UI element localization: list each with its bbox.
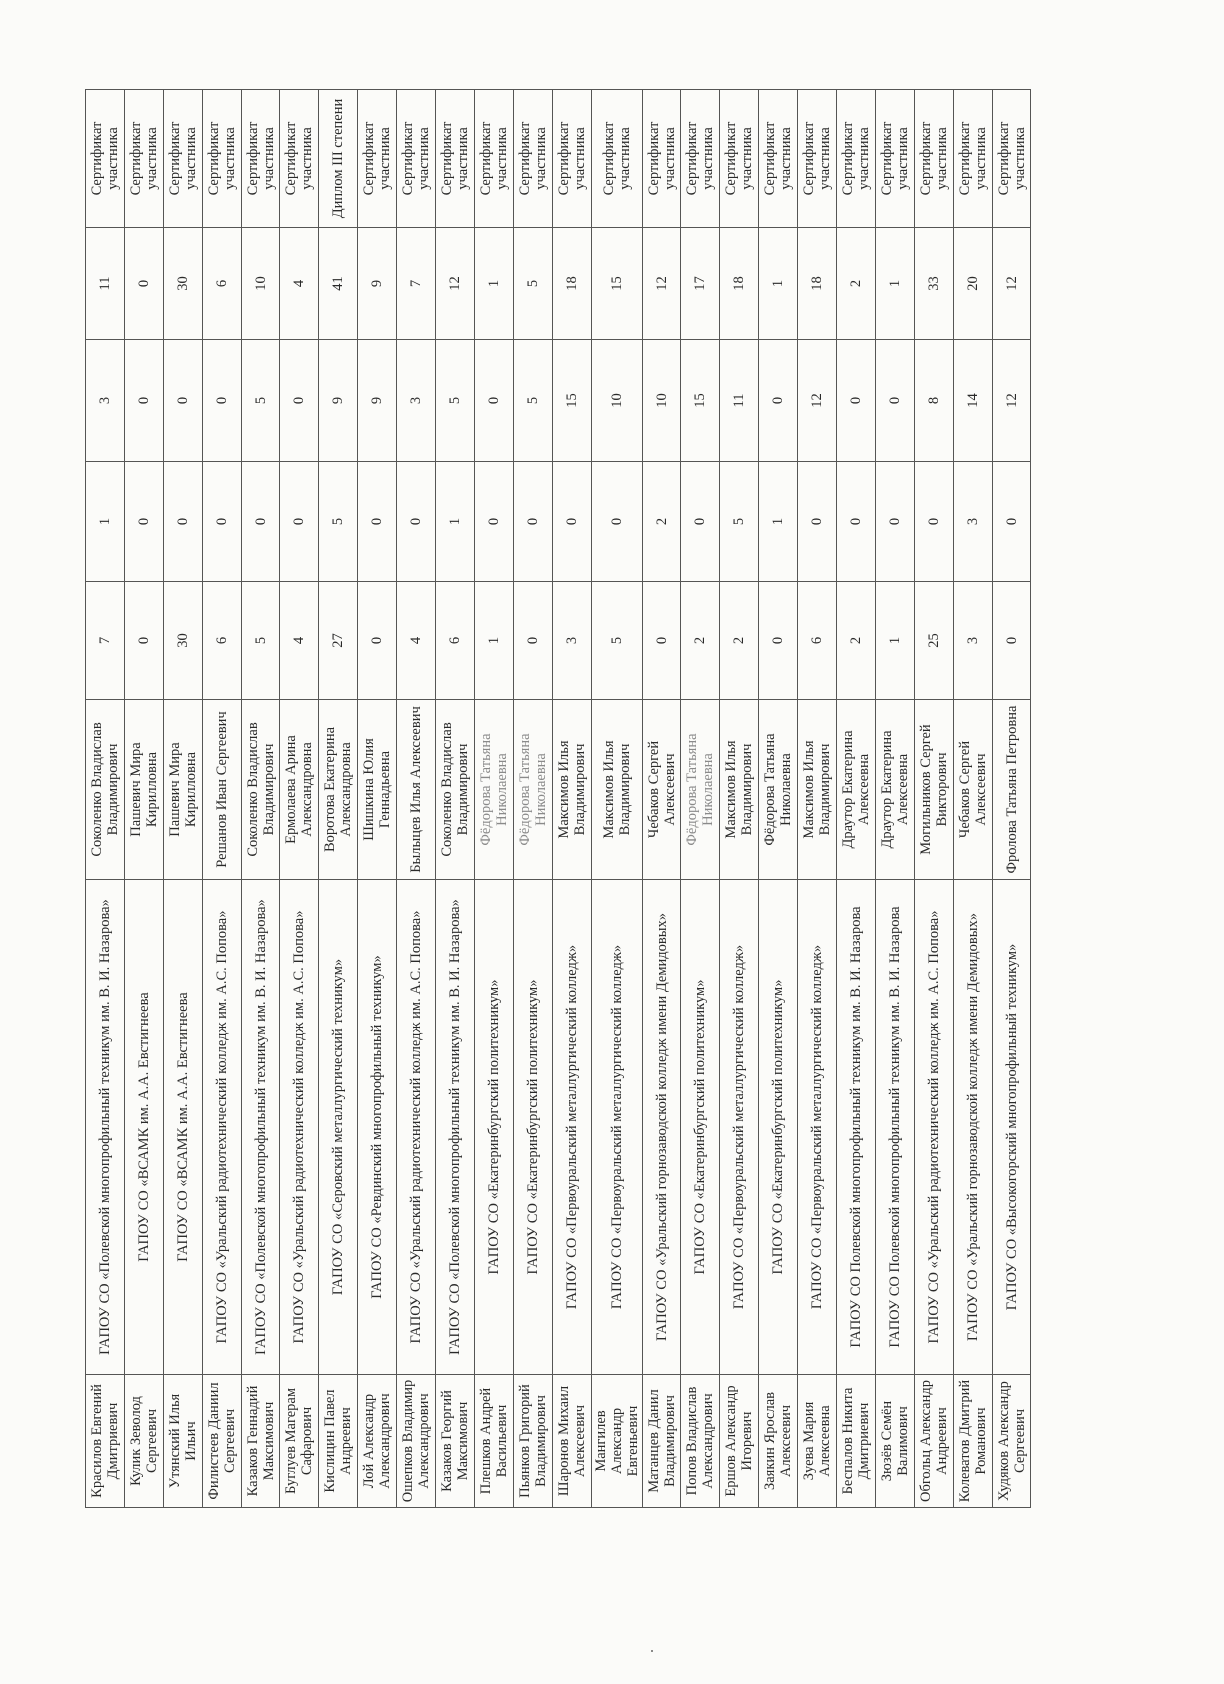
award-cell: Сертификат участника — [591, 90, 642, 228]
table-row — [280, 90, 319, 1508]
student-name-cell: Шаронов Михаил Алексеевич — [552, 1375, 591, 1508]
scan-speck — [651, 1650, 653, 1652]
student-name-cell: Пьянков Григорий Владимирович — [513, 1375, 552, 1508]
award-cell: Сертификат участника — [642, 90, 681, 228]
score-task-1-cell: 0 — [474, 462, 513, 582]
score-task-7-cell: 0 — [124, 582, 163, 700]
institution-cell: ГАПОУ СО «Полевской многопрофильный техникум им. В. И. Назарова» — [241, 880, 280, 1375]
award-cell: Сертификат участника — [953, 90, 992, 228]
teacher-name-cell: Фролова Татьяна Петровна — [992, 700, 1031, 880]
score-task-7-cell: 1 — [875, 582, 914, 700]
table-row — [992, 90, 1031, 1508]
score-task-1-cell: 3 — [953, 462, 992, 582]
student-name-cell: Красилов Евгений Дмитриевич — [86, 1375, 125, 1508]
award-cell: Сертификат участника — [914, 90, 953, 228]
score-task-3-cell: 3 — [397, 340, 436, 462]
award-cell: Сертификат участника — [280, 90, 319, 228]
award-cell: Сертификат участника — [241, 90, 280, 228]
score-task-3-cell: 0 — [837, 340, 876, 462]
table-row — [436, 90, 475, 1508]
teacher-name-cell: Пашевич Мира Кирилловна — [163, 700, 202, 880]
table-row — [474, 90, 513, 1508]
award-cell: Сертификат участника — [358, 90, 397, 228]
award-cell: Диплом III степени — [319, 90, 358, 228]
total-score-cell: 30 — [163, 228, 202, 340]
score-task-1-cell: 5 — [319, 462, 358, 582]
score-task-7-cell: 3 — [552, 582, 591, 700]
total-score-cell: 33 — [914, 228, 953, 340]
student-name-cell: Плешков Андрей Васильевич — [474, 1375, 513, 1508]
score-task-3-cell: 12 — [992, 340, 1031, 462]
student-name-cell: Колеватов Дмитрий Романович — [953, 1375, 992, 1508]
score-task-1-cell: 1 — [759, 462, 798, 582]
score-task-3-cell: 0 — [124, 340, 163, 462]
score-task-3-cell: 11 — [720, 340, 759, 462]
student-name-cell: Кислицин Павел Андреевич — [319, 1375, 358, 1508]
score-task-3-cell: 14 — [953, 340, 992, 462]
score-task-1-cell: 0 — [681, 462, 720, 582]
teacher-name-cell: Решанов Иван Сергеевич — [202, 700, 241, 880]
score-task-7-cell: 6 — [436, 582, 475, 700]
teacher-name-cell: Соколенко Владислав Владимирович — [436, 700, 475, 880]
score-task-1-cell: 0 — [513, 462, 552, 582]
award-cell: Сертификат участника — [681, 90, 720, 228]
score-task-1-cell: 0 — [397, 462, 436, 582]
total-score-cell: 17 — [681, 228, 720, 340]
institution-cell: ГАПОУ СО «Екатеринбургский политехникум» — [759, 880, 798, 1375]
score-task-3-cell: 10 — [591, 340, 642, 462]
teacher-name-cell: Максимов Илья Владимирович — [798, 700, 837, 880]
award-cell: Сертификат участника — [513, 90, 552, 228]
award-cell: Сертификат участника — [992, 90, 1031, 228]
student-name-cell: Попов Владислав Александрович — [681, 1375, 720, 1508]
score-task-1-cell: 0 — [202, 462, 241, 582]
institution-cell: ГАПОУ СО «Екатеринбургский политехникум» — [513, 880, 552, 1375]
table-row — [642, 90, 681, 1508]
score-task-7-cell: 2 — [837, 582, 876, 700]
student-name-cell: Беспалов Никита Дмитриевич — [837, 1375, 876, 1508]
score-task-7-cell: 0 — [992, 582, 1031, 700]
score-task-3-cell: 0 — [163, 340, 202, 462]
score-task-7-cell: 27 — [319, 582, 358, 700]
total-score-cell: 0 — [124, 228, 163, 340]
results-table-body — [86, 90, 1031, 1508]
score-task-3-cell: 5 — [241, 340, 280, 462]
score-task-7-cell: 7 — [86, 582, 125, 700]
total-score-cell: 12 — [992, 228, 1031, 340]
student-name-cell: Худяков Александр Сергеевич — [992, 1375, 1031, 1508]
student-name-cell: Зуева Мария Алексеевна — [798, 1375, 837, 1508]
table-row — [759, 90, 798, 1508]
student-name-cell: Казаков Геннадий Максимович — [241, 1375, 280, 1508]
total-score-cell: 12 — [642, 228, 681, 340]
institution-cell: ГАПОУ СО «ВСАМК им. А.А. Евстигнеева — [124, 880, 163, 1375]
institution-cell: ГАПОУ СО «Екатеринбургский политехникум» — [474, 880, 513, 1375]
award-cell: Сертификат участника — [436, 90, 475, 228]
score-task-7-cell: 3 — [953, 582, 992, 700]
score-task-1-cell: 0 — [875, 462, 914, 582]
institution-cell: ГАПОУ СО «Первоуральский металлургический колледж» — [591, 880, 642, 1375]
score-task-1-cell: 0 — [241, 462, 280, 582]
teacher-name-cell: Максимов Илья Владимирович — [552, 700, 591, 880]
score-task-7-cell: 2 — [681, 582, 720, 700]
table-row — [798, 90, 837, 1508]
teacher-name-cell: Соколенко Владислав Владимирович — [241, 700, 280, 880]
total-score-cell: 1 — [875, 228, 914, 340]
score-task-1-cell: 5 — [720, 462, 759, 582]
institution-cell: ГАПОУ СО «Уральский горнозаводской колледж имени Демидовых» — [642, 880, 681, 1375]
award-cell: Сертификат участника — [474, 90, 513, 228]
teacher-name-cell: Драутор Екатерина Алексеевна — [837, 700, 876, 880]
teacher-name-cell: Былыцев Илья Алексеевич — [397, 700, 436, 880]
institution-cell: ГАПОУ СО «Высокогорский многопрофильный техникум» — [992, 880, 1031, 1375]
teacher-name-cell: Максимов Илья Владимирович — [591, 700, 642, 880]
institution-cell: ГАПОУ СО «Уральский горнозаводской колледж имени Демидовых» — [953, 880, 992, 1375]
student-name-cell: Лой Александр Александрович — [358, 1375, 397, 1508]
score-task-7-cell: 0 — [358, 582, 397, 700]
teacher-name-cell: Фёдорова Татьяна Николаевна — [474, 700, 513, 880]
score-task-3-cell: 9 — [319, 340, 358, 462]
student-name-cell: Кулик Зеволод Сергеевич — [124, 1375, 163, 1508]
institution-cell: ГАПОУ СО «Уральский радиотехнический колледж им. А.С. Попова» — [202, 880, 241, 1375]
score-task-3-cell: 5 — [513, 340, 552, 462]
table-row — [86, 90, 125, 1508]
score-task-1-cell: 0 — [124, 462, 163, 582]
score-task-7-cell: 4 — [280, 582, 319, 700]
score-task-1-cell: 0 — [798, 462, 837, 582]
teacher-name-cell: Ермолаева Арина Александровна — [280, 700, 319, 880]
score-task-7-cell: 0 — [759, 582, 798, 700]
total-score-cell: 6 — [202, 228, 241, 340]
score-task-3-cell: 0 — [875, 340, 914, 462]
score-task-7-cell: 5 — [591, 582, 642, 700]
score-task-1-cell: 0 — [358, 462, 397, 582]
table-row — [124, 90, 163, 1508]
student-name-cell: Филистеев Даниил Сергеевич — [202, 1375, 241, 1508]
score-task-7-cell: 30 — [163, 582, 202, 700]
table-row — [513, 90, 552, 1508]
table-row — [953, 90, 992, 1508]
teacher-name-cell: Фёдорова Татьяна Николаевна — [513, 700, 552, 880]
total-score-cell: 41 — [319, 228, 358, 340]
teacher-name-cell: Драутор Екатерина Алексеевна — [875, 700, 914, 880]
table-row — [914, 90, 953, 1508]
table-row — [681, 90, 720, 1508]
institution-cell: ГАПОУ СО «Уральский радиотехнический колледж им. А.С. Попова» — [914, 880, 953, 1375]
student-name-cell: Заякин Ярослав Алексеевич — [759, 1375, 798, 1508]
award-cell: Сертификат участника — [552, 90, 591, 228]
student-name-cell: Обгольц Александр Андреевич — [914, 1375, 953, 1508]
score-task-7-cell: 1 — [474, 582, 513, 700]
rotated-page — [85, 90, 1028, 1508]
award-cell: Сертификат участника — [86, 90, 125, 228]
award-cell: Сертификат участника — [163, 90, 202, 228]
total-score-cell: 18 — [720, 228, 759, 340]
table-row — [241, 90, 280, 1508]
institution-cell: ГАПОУ СО «Первоуральский металлургический колледж» — [720, 880, 759, 1375]
table-row — [163, 90, 202, 1508]
award-cell: Сертификат участника — [124, 90, 163, 228]
score-task-3-cell: 15 — [681, 340, 720, 462]
score-task-3-cell: 10 — [642, 340, 681, 462]
score-task-1-cell: 0 — [992, 462, 1031, 582]
table-row — [202, 90, 241, 1508]
score-task-3-cell: 0 — [759, 340, 798, 462]
score-task-3-cell: 9 — [358, 340, 397, 462]
table-row — [837, 90, 876, 1508]
institution-cell: ГАПОУ СО Полевской многопрофильный техникум им. В. И. Назарова — [837, 880, 876, 1375]
student-name-cell: Мангилев Александр Евгеньевич — [591, 1375, 642, 1508]
score-task-1-cell: 2 — [642, 462, 681, 582]
table-row — [875, 90, 914, 1508]
total-score-cell: 11 — [86, 228, 125, 340]
score-task-1-cell: 0 — [552, 462, 591, 582]
score-task-3-cell: 0 — [280, 340, 319, 462]
teacher-name-cell: Фёдорова Татьяна Николаевна — [759, 700, 798, 880]
table-row — [591, 90, 642, 1508]
institution-cell: ГАПОУ СО «ВСАМК им. А.А. Евстигнеева — [163, 880, 202, 1375]
total-score-cell: 12 — [436, 228, 475, 340]
award-cell: Сертификат участника — [202, 90, 241, 228]
score-task-7-cell: 2 — [720, 582, 759, 700]
score-task-1-cell: 0 — [591, 462, 642, 582]
score-task-1-cell: 0 — [280, 462, 319, 582]
score-task-3-cell: 15 — [552, 340, 591, 462]
score-task-1-cell: 0 — [914, 462, 953, 582]
score-task-7-cell: 4 — [397, 582, 436, 700]
award-cell: Сертификат участника — [875, 90, 914, 228]
score-task-3-cell: 5 — [436, 340, 475, 462]
table-row — [358, 90, 397, 1508]
teacher-name-cell: Шишкина Юлия Геннадьевна — [358, 700, 397, 880]
award-cell: Сертификат участника — [759, 90, 798, 228]
total-score-cell: 7 — [397, 228, 436, 340]
table-row — [720, 90, 759, 1508]
student-name-cell: Ошепков Владимир Александрович — [397, 1375, 436, 1508]
total-score-cell: 5 — [513, 228, 552, 340]
teacher-name-cell: Пашевич Мира Кирилловна — [124, 700, 163, 880]
institution-cell: ГАПОУ СО «Первоуральский металлургический колледж» — [552, 880, 591, 1375]
score-task-1-cell: 0 — [837, 462, 876, 582]
award-cell: Сертификат участника — [837, 90, 876, 228]
student-name-cell: Зюзёв Семён Валимович — [875, 1375, 914, 1508]
total-score-cell: 4 — [280, 228, 319, 340]
score-task-7-cell: 0 — [513, 582, 552, 700]
score-task-7-cell: 5 — [241, 582, 280, 700]
score-task-3-cell: 3 — [86, 340, 125, 462]
score-task-3-cell: 0 — [202, 340, 241, 462]
institution-cell: ГАПОУ СО «Полевской многопрофильный техникум им. В. И. Назарова» — [436, 880, 475, 1375]
table-row — [397, 90, 436, 1508]
total-score-cell: 20 — [953, 228, 992, 340]
score-task-7-cell: 0 — [642, 582, 681, 700]
total-score-cell: 15 — [591, 228, 642, 340]
score-task-3-cell: 0 — [474, 340, 513, 462]
institution-cell: ГАПОУ СО «Екатеринбургский политехникум» — [681, 880, 720, 1375]
teacher-name-cell: Соколенко Владислав Владимирович — [86, 700, 125, 880]
total-score-cell: 18 — [798, 228, 837, 340]
teacher-name-cell: Фёдорова Татьяна Николаевна — [681, 700, 720, 880]
total-score-cell: 10 — [241, 228, 280, 340]
student-name-cell: Матанцев Данил Владимирович — [642, 1375, 681, 1508]
student-name-cell: Буглуев Магерам Сафарович — [280, 1375, 319, 1508]
student-name-cell: Ершов Александр Игоревич — [720, 1375, 759, 1508]
total-score-cell: 18 — [552, 228, 591, 340]
teacher-name-cell: Могильников Сергей Викторович — [914, 700, 953, 880]
institution-cell: ГАПОУ СО «Ревдинский многопрофильный техникум» — [358, 880, 397, 1375]
total-score-cell: 1 — [759, 228, 798, 340]
results-table — [85, 89, 1031, 1508]
score-task-7-cell: 6 — [798, 582, 837, 700]
institution-cell: ГАПОУ СО «Уральский радиотехнический колледж им. А.С. Попова» — [280, 880, 319, 1375]
award-cell: Сертификат участника — [397, 90, 436, 228]
table-row — [552, 90, 591, 1508]
award-cell: Сертификат участника — [798, 90, 837, 228]
score-task-1-cell: 0 — [163, 462, 202, 582]
teacher-name-cell: Чебаков Сергей Алексеевич — [953, 700, 992, 880]
teacher-name-cell: Воротова Екатерина Александровна — [319, 700, 358, 880]
institution-cell: ГАПОУ СО «Первоуральский металлургический колледж» — [798, 880, 837, 1375]
score-task-3-cell: 12 — [798, 340, 837, 462]
institution-cell: ГАПОУ СО «Серовский металлургический техникум» — [319, 880, 358, 1375]
score-task-7-cell: 6 — [202, 582, 241, 700]
award-cell: Сертификат участника — [720, 90, 759, 228]
teacher-name-cell: Максимов Илья Владимирович — [720, 700, 759, 880]
total-score-cell: 1 — [474, 228, 513, 340]
total-score-cell: 9 — [358, 228, 397, 340]
score-task-1-cell: 1 — [86, 462, 125, 582]
student-name-cell: Казаков Георгий Максимович — [436, 1375, 475, 1508]
teacher-name-cell: Чебаков Сергей Алексеевич — [642, 700, 681, 880]
score-task-3-cell: 8 — [914, 340, 953, 462]
institution-cell: ГАПОУ СО Полевской многопрофильный техникум им. В. И. Назарова — [875, 880, 914, 1375]
student-name-cell: Утянский Илья Ильич — [163, 1375, 202, 1508]
table-row — [319, 90, 358, 1508]
score-task-7-cell: 25 — [914, 582, 953, 700]
total-score-cell: 2 — [837, 228, 876, 340]
institution-cell: ГАПОУ СО «Полевской многопрофильный техникум им. В. И. Назарова» — [86, 880, 125, 1375]
institution-cell: ГАПОУ СО «Уральский радиотехнический колледж им. А.С. Попова» — [397, 880, 436, 1375]
score-task-1-cell: 1 — [436, 462, 475, 582]
